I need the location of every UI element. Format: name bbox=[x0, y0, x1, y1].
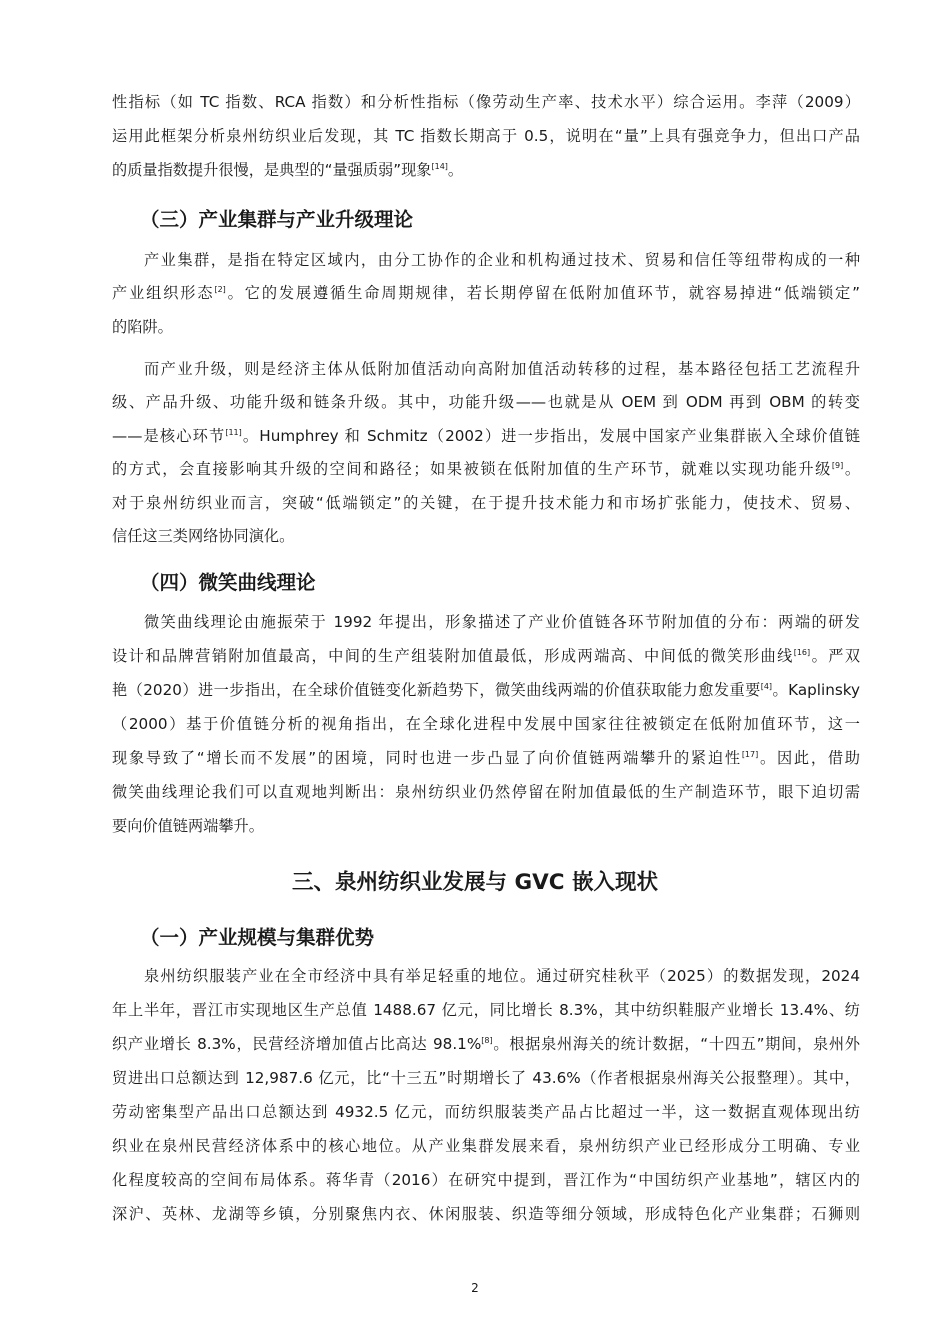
text-run: 。它的发展遵循生命周期规律，若长期停留在低附加值环节，就容易掉进“低端锁定” bbox=[225, 284, 860, 302]
citation-ref: [14] bbox=[431, 161, 448, 171]
text-run: 运用此框架分析泉州纺织业后发现，其 TC 指数长期高于 0.5，说明在“量”上具有强竞争力，但出口产品 bbox=[112, 127, 860, 145]
page-number: 2 bbox=[471, 1281, 479, 1295]
text-run: 要向价值链两端攀升。 bbox=[112, 817, 264, 835]
text-line bbox=[112, 782, 860, 802]
citation-ref: [11] bbox=[225, 427, 242, 437]
text-run: 的方式，会直接影响其升级的空间和路径；如果被锁在低附加值的生产环节，就难以实现功能升级 bbox=[112, 460, 832, 478]
subsection-heading-scale: （一）产业规模与集群优势 bbox=[140, 926, 375, 949]
text-line bbox=[112, 1068, 860, 1088]
text-line bbox=[112, 1136, 860, 1156]
text-line bbox=[112, 1204, 860, 1224]
text-run: 艳（2020）进一步指出，在全球价值链变化新趋势下，微笑曲线两端的价值获取能力愈发重要 bbox=[112, 681, 761, 699]
text-run: 织产业增长 8.3%，民营经济增加值占比高达 98.1% bbox=[112, 1035, 482, 1053]
section-heading-cluster: （三）产业集群与产业升级理论 bbox=[140, 208, 414, 231]
text-run: 。 bbox=[843, 460, 861, 478]
text-line bbox=[112, 1034, 860, 1054]
text-line bbox=[112, 92, 860, 112]
text-run: 。严双 bbox=[810, 647, 861, 665]
text-line bbox=[112, 317, 860, 337]
text-run: 设计和品牌营销附加值最高，中间的生产组装附加值最低，形成两端高、中间低的微笑形曲线 bbox=[112, 647, 794, 665]
text-run: 劳动密集型产品出口总额达到 4932.5 亿元，而纺织服装类产品占比超过一半，这一数据直观体现出纺 bbox=[112, 1103, 860, 1121]
text-line bbox=[112, 714, 860, 734]
text-line bbox=[112, 493, 860, 513]
text-line bbox=[144, 966, 860, 986]
text-run: （2000）基于价值链分析的视角指出，在全球化进程中发展中国家往往被锁定在低附加值环节，这一 bbox=[112, 715, 860, 733]
citation-ref: [8] bbox=[481, 1035, 493, 1045]
text-line bbox=[144, 612, 860, 632]
text-line bbox=[112, 426, 860, 446]
text-run: 织业在泉州民营经济体系中的核心地位。从产业集群发展来看，泉州纺织产业已经形成分工明确、专业 bbox=[112, 1137, 860, 1155]
text-run: ——是核心环节 bbox=[112, 427, 226, 445]
text-run: 泉州纺织服装产业在全市经济中具有举足轻重的地位。通过研究桂秋平（2025）的数据发现，2024 bbox=[144, 967, 860, 985]
text-run: 微笑曲线理论我们可以直观地判断出：泉州纺织业仍然停留在附加值最低的生产制造环节，眼下迫切需 bbox=[112, 783, 860, 801]
text-line bbox=[112, 646, 860, 666]
text-line bbox=[112, 1000, 860, 1020]
text-run: 深沪、英林、龙湖等乡镇，分别聚焦内衣、休闲服装、织造等细分领域，形成特色化产业集群；石狮则 bbox=[112, 1205, 860, 1223]
text-line bbox=[144, 250, 860, 270]
citation-ref: [9] bbox=[831, 460, 844, 470]
citation-ref: [17] bbox=[741, 749, 759, 759]
text-run: 。Kaplinsky bbox=[772, 681, 860, 699]
text-line bbox=[112, 459, 860, 479]
text-run: 年上半年，晋江市实现地区生产总值 1488.67 亿元，同比增长 8.3%，其中纺织鞋服产业增长 13.4%、纺 bbox=[112, 1001, 860, 1019]
text-run: 对于泉州纺织业而言，突破“低端锁定”的关键，在于提升技术能力和市场扩张能力，使技术、贸易、 bbox=[112, 494, 860, 512]
text-run: 。Humphrey 和 Schmitz（2002）进一步指出，发展中国家产业集群嵌入全球价值链 bbox=[241, 427, 860, 445]
text-line bbox=[112, 160, 860, 180]
text-run: 贸进出口总额达到 12,987.6 亿元，比“十三五”时期增长了 43.6%（作者根据泉州海关公报整理）。其中， bbox=[112, 1069, 860, 1087]
text-run: 的陷阱。 bbox=[112, 318, 173, 336]
text-line bbox=[112, 748, 860, 768]
text-run: 信任这三类网络协同演化。 bbox=[112, 527, 295, 545]
text-run: 微笑曲线理论由施振荣于 1992 年提出，形象描述了产业价值链各环节附加值的分布：两端的研发 bbox=[144, 613, 860, 631]
text-run: 现象导致了“增长而不发展”的困境，同时也进一步凸显了向价值链两端攀升的紧迫性 bbox=[112, 749, 742, 767]
text-line bbox=[112, 1102, 860, 1122]
text-run: 产业集群，是指在特定区域内，由分工协作的企业和机构通过技术、贸易和信任等纽带构成的一种 bbox=[144, 251, 860, 269]
text-line bbox=[112, 526, 860, 546]
text-run: 的质量指数提升很慢，是典型的“量强质弱”现象 bbox=[112, 161, 432, 179]
section-heading-smile: （四）微笑曲线理论 bbox=[140, 571, 316, 594]
citation-ref: [16] bbox=[793, 647, 811, 657]
text-run: 级、产品升级、功能升级和链条升级。其中，功能升级——也就是从 OEM 到 ODM 再到 OBM 的转变 bbox=[112, 393, 860, 411]
text-line bbox=[112, 392, 860, 412]
text-run: 。根据泉州海关的统计数据，“十四五”期间，泉州外 bbox=[492, 1035, 860, 1053]
text-run: 性指标（如 TC 指数、RCA 指数）和分析性指标（像劳动生产率、技术水平）综合运用。李萍（2009） bbox=[112, 93, 860, 111]
text-line bbox=[112, 680, 860, 700]
text-run: 而产业升级，则是经济主体从低附加值活动向高附加值活动转移的过程，基本路径包括工艺流程升 bbox=[144, 360, 860, 378]
citation-ref: [2] bbox=[214, 284, 226, 294]
chapter-heading: 三、泉州纺织业发展与 GVC 嵌入现状 bbox=[291, 870, 659, 895]
text-line bbox=[112, 283, 860, 303]
text-run: 化程度较高的空间布局体系。蒋华青（2016）在研究中提到，晋江作为“中国纺织产业基地”，辖区内的 bbox=[112, 1171, 860, 1189]
text-line bbox=[112, 126, 860, 146]
text-run: 。 bbox=[447, 161, 464, 179]
text-run: 。因此，借助 bbox=[758, 749, 860, 767]
citation-ref: [4] bbox=[760, 681, 773, 691]
text-run: 产业组织形态 bbox=[112, 284, 215, 302]
text-line bbox=[112, 1170, 860, 1190]
text-line bbox=[144, 359, 860, 379]
text-line bbox=[112, 816, 860, 836]
